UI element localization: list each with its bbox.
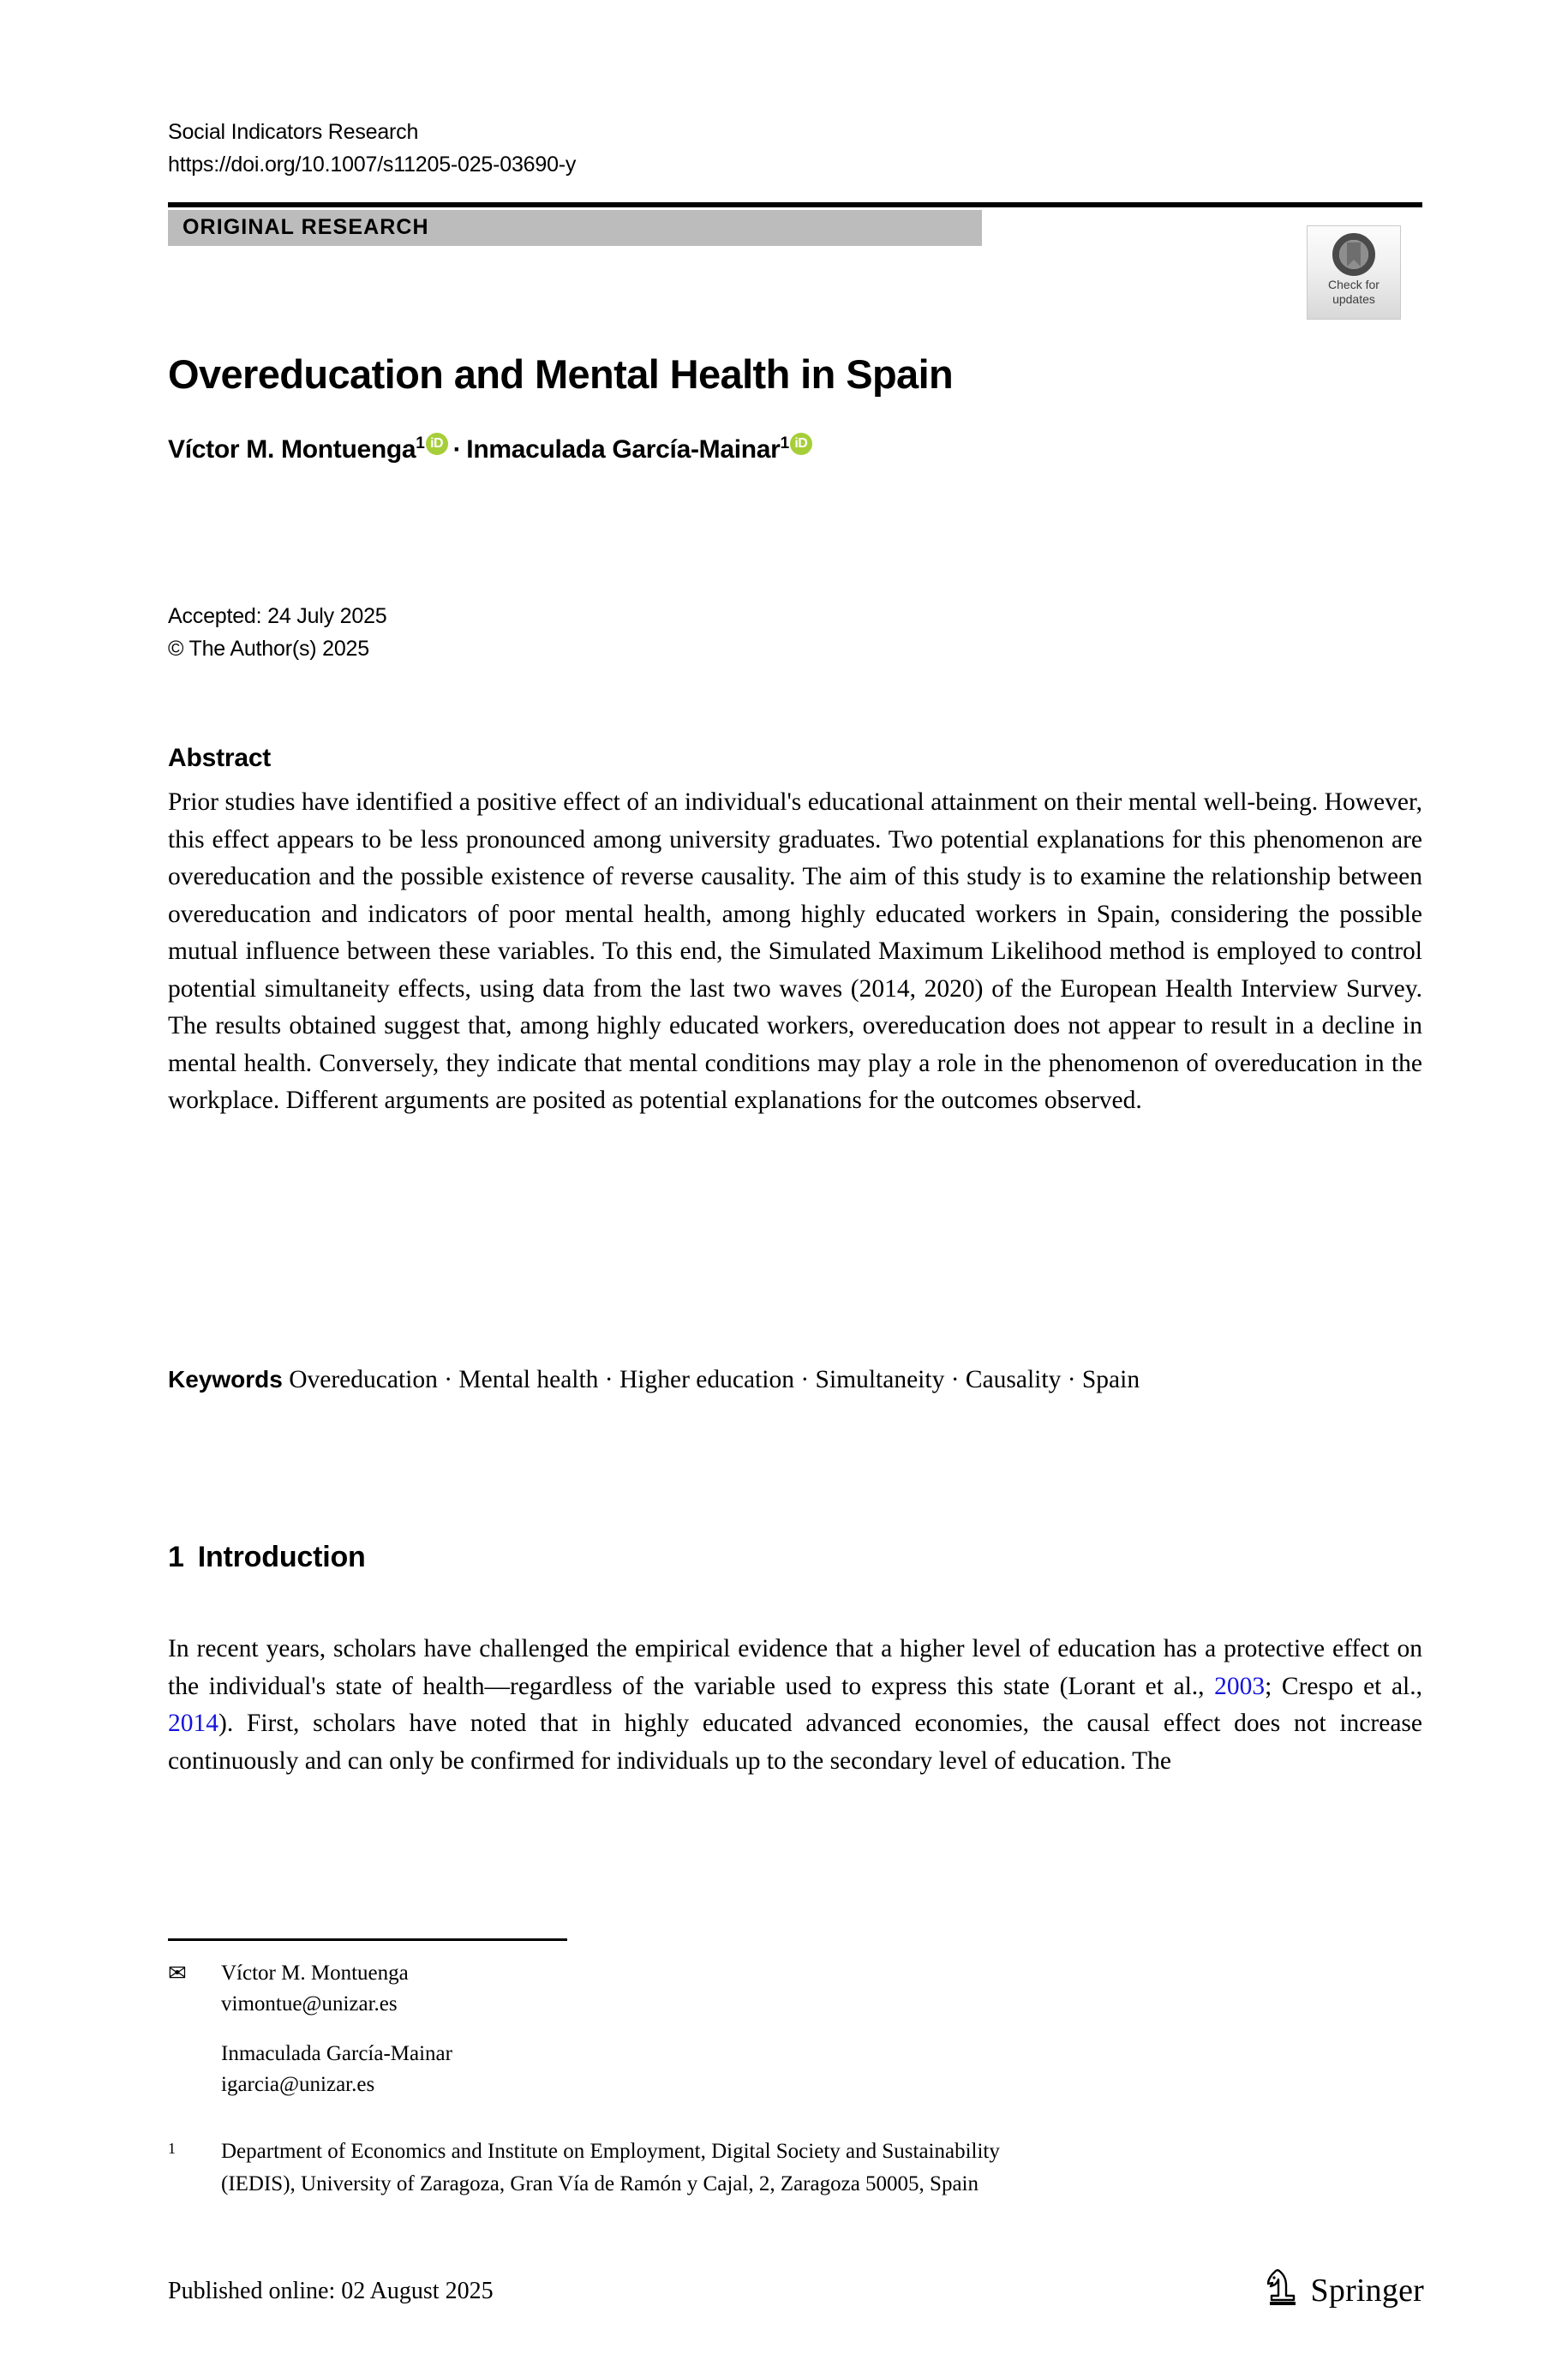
author-affiliation-marker-1: 1 [416, 434, 425, 452]
envelope-icon: ✉ [168, 1961, 187, 1986]
crossmark-icon [1332, 232, 1376, 277]
abstract-heading: Abstract [168, 744, 272, 772]
abstract-text: Prior studies have identified a positive effect of an individual's educational attainment on their mental well-being. However, this effect appears to be less pronounced among university graduates. Two potential explanations for this phenomenon are overeducation and the possible existence of reverse causality. The aim of this study is to examine the relationship between overeducation and indicators of poor mental health, among highly educated workers in Spain, considering the possible mutual influence between these variables. To this end, the Simulated Maximum Likelihood method is employed to control potential simultaneity effects, using data from the last two waves (2014, 2020) of the European Health Interview Survey. The results obtained suggest that, among highly educated workers, overeducation does not appear to result in a decline in mental health. Conversely, they indicate that mental conditions may play a role in the phenomenon of overeducation in the workplace. Different arguments are posited as potential explanations for the outcomes observed. [168, 788, 1422, 1114]
springer-logo [1265, 2267, 1424, 2314]
author-name-2[interactable]: Inmaculada García-Mainar [466, 435, 781, 464]
orcid-icon-label-1: iD [430, 436, 444, 452]
journal-header [168, 116, 576, 181]
footnote-divider-rule [168, 1938, 567, 1941]
crossmark-label [1308, 278, 1400, 307]
footnote-correspondence [168, 1958, 1282, 2119]
second-author-email[interactable]: igarcia@unizar.es [221, 2073, 375, 2096]
affiliation-line-1: Department of Economics and Institute on Employment, Digital Society and Sustainability [221, 2140, 1000, 2163]
affiliation-line-2: (IEDIS), University of Zaragoza, Gran Vía de Ramón y Cajal, 2, Zaragoza 50005, Spain [221, 2172, 979, 2195]
corresponding-author-entry [168, 1958, 1282, 2020]
keywords-values: Overeducation · Mental health · Higher education · Simultaneity · Causality · Spain [289, 1366, 1140, 1393]
intro-text-part1: In recent years, scholars have challenged the empirical evidence that a higher level of education has a protective effect on the individual's state of health—regardless of the variable used to express this state (Lorant et al., [168, 1635, 1422, 1700]
introduction-paragraph [168, 1631, 1422, 1780]
header-divider-rule [168, 202, 1422, 207]
copyright-line: © The Author(s) 2025 [168, 637, 369, 661]
publication-dates [168, 600, 387, 665]
corresponding-author-email[interactable]: vimontue@unizar.es [221, 1992, 398, 2016]
author-name-1[interactable]: Víctor M. Montuenga [168, 435, 416, 464]
footnote-affiliation [168, 2135, 1282, 2219]
accepted-date: Accepted: 24 July 2025 [168, 604, 387, 628]
author-list [168, 427, 1368, 467]
orcid-icon-author-1[interactable] [426, 433, 448, 455]
second-author-name: Inmaculada García-Mainar [221, 2042, 452, 2065]
crossmark-label-line1: Check for [1328, 278, 1379, 291]
crossmark-label-line2: updates [1332, 292, 1375, 306]
journal-doi[interactable]: https://doi.org/10.1007/s11205-025-03690-y [168, 153, 577, 177]
springer-wordmark: Springer [1310, 2272, 1424, 2309]
author-affiliation-marker-2: 1 [780, 434, 789, 452]
affiliation-entry [168, 2135, 1282, 2201]
journal-name: Social Indicators Research [168, 120, 419, 144]
springer-knight-icon [1265, 2267, 1301, 2314]
second-author-entry [168, 2039, 1282, 2100]
keywords-block [168, 1361, 1422, 1399]
section-heading-introduction [168, 1541, 366, 1574]
keywords-label: Keywords [168, 1366, 283, 1393]
intro-text-part3: ). First, scholars have noted that in highly educated advanced economies, the causal effect does not increase continuously and can only be confirmed for individuals up to the secondary level of education. The [168, 1710, 1422, 1775]
page-title: Overeducation and Mental Health in Spain [168, 351, 954, 398]
author-separator: · [452, 435, 462, 464]
check-for-updates-button[interactable] [1307, 225, 1401, 320]
orcid-icon-author-2[interactable] [790, 433, 812, 455]
section-title: Introduction [197, 1541, 366, 1573]
section-number: 1 [168, 1541, 184, 1573]
corresponding-author-name: Víctor M. Montuenga [221, 1962, 409, 1985]
intro-text-part2: ; Crespo et al., [1265, 1672, 1423, 1700]
article-type-label: ORIGINAL RESEARCH [183, 215, 429, 239]
orcid-icon-label-2: iD [794, 436, 808, 452]
published-online-date: Published online: 02 August 2025 [168, 2278, 494, 2304]
citation-link-lorant-2003[interactable]: 2003 [1214, 1672, 1266, 1700]
affiliation-marker: 1 [168, 2140, 176, 2157]
citation-link-crespo-2014[interactable]: 2014 [168, 1710, 218, 1737]
